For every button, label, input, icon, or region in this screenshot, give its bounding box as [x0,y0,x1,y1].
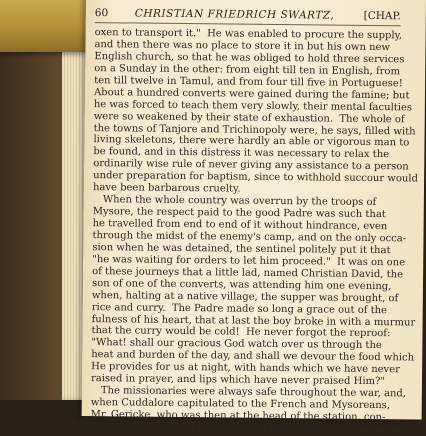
text-line: and then there was no place to store it in but his own new [94,39,391,54]
text-line: ordinarily wise rule of never giving any assistance to a person [93,158,409,173]
book-page [82,0,426,436]
text-line: He provides for us at night, with hands which we have never [91,361,400,376]
text-line: English church, so that he was obliged to hold three services [94,50,405,66]
chapter-abbrev: [CHAP. [363,9,401,23]
text-line: Mysore, the respect paid to the good Padre was such that [92,206,386,221]
text-line: The missionaries were always safe throughout the war, and, [100,385,407,400]
text-line: on a Sunday in the other: from eight till ten in English, from [94,62,401,78]
text-line: About a hundred converts were gained during the famine; but [93,86,410,102]
text-line: be found, and in this distress it was necessary to relax the [93,146,390,161]
text-line: son of one of the converts, was attending him one evening, [91,277,392,292]
page-content [90,6,418,436]
text-line: Mr. Gericke, who was then at the head of the station, con- [90,409,386,424]
text-line: "he was waiting for orders to let him proceed." It was on one [92,253,406,269]
text-line: When the whole country was overrun by the troops of [102,194,377,209]
text-line: fulness of his heart, that at last the boy broke in with a murmur [91,313,416,328]
page-number: 60 [94,7,109,20]
text-line: living skeletons, there were hardly an able or vigorous man to [93,134,410,149]
text-line: raised in prayer, and lips which have never praised Him?" [90,373,386,388]
text-line: when, halting at a native village, the supper was brought, of [91,289,399,304]
text-line: under preparation for baptism, since to withhold succour would [93,170,418,185]
running-head [95,6,401,26]
text-line: that the curry would be cold! He never forgot the reproof: [91,325,391,340]
running-title: CHRISTIAN FRIEDRICH SWARTZ, [134,7,335,22]
gilt-page-edge [0,0,92,52]
text-line: sion when he was detained, the sentinel politely put it that [92,241,391,257]
text-line: have been barbarous cruelty. [92,182,241,195]
text-line: rice and curry. The Padre made so long a grace out of the [91,301,388,316]
text-line: he was forced to teach them very slowly, their mental faculties [93,98,413,114]
text-line: when Cuddalore capitulated to the French and Mysoreans, [90,397,391,412]
text-line: the towns of Tanjore and Trichinopoly were, he says, filled with [93,122,416,137]
text-line: through the midst of the enemy's camp, and on the only occa- [92,230,407,245]
text-line: cealed some English officers in his house, and likewise by his [90,421,403,436]
text-line: "What! shall our gracious God watch over us through the [91,337,382,352]
text-line: oxen to transport it." He was enabled to procure the supply, [94,27,403,42]
text-line: heat and burden of the day, and shall we devour the food which [91,349,415,364]
text-line: he travelled from end to end of it without hindrance, even [92,218,388,233]
text-line: of these journeys that a little lad, named Christian David, the [92,265,404,281]
text-line: were so weakened by their state of exhaustion. The whole of [93,110,405,125]
text-line: ten till twelve in Tamul, and from four till five in Portuguese! [94,74,403,90]
body-text [90,27,418,436]
